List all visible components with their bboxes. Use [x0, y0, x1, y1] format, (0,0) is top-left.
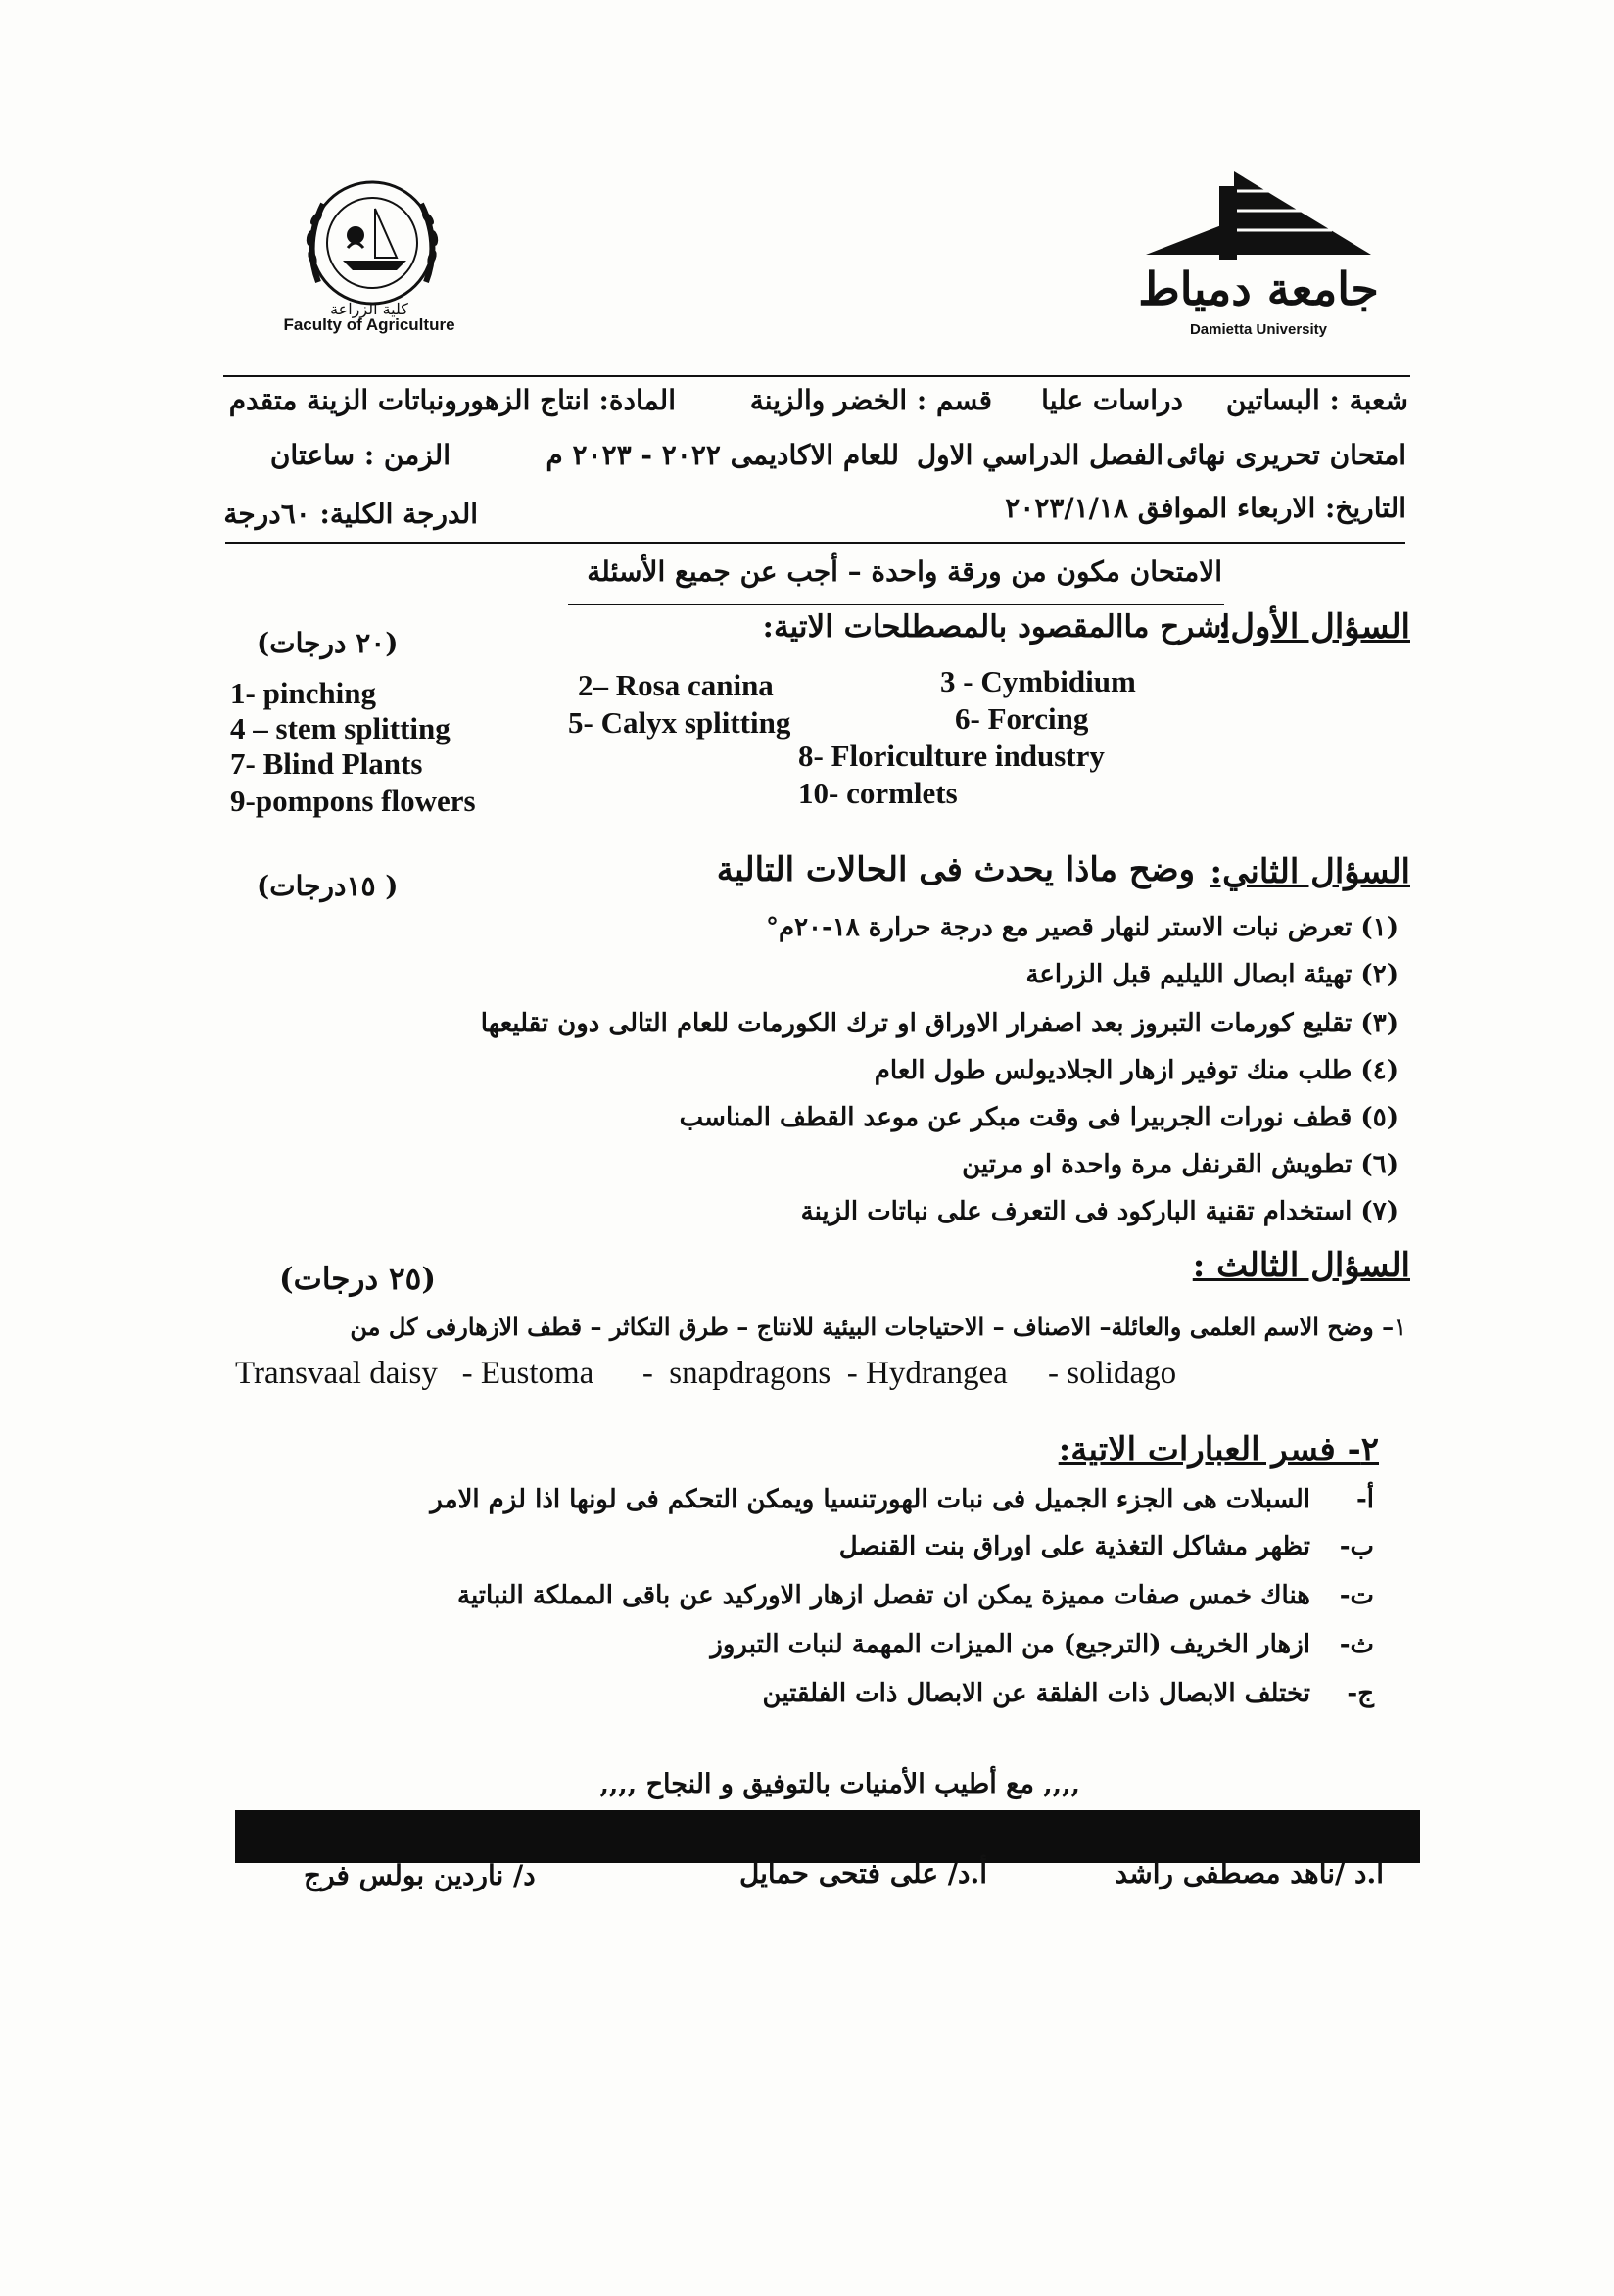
- exam-type-label: امتحان تحريرى نهائى: [1166, 439, 1406, 471]
- exam-date-label: التاريخ: الاربعاء الموافق ٢٠٢٣/١/١٨: [1005, 492, 1406, 524]
- signature-3: د/ ناردين بولس فرج: [304, 1859, 536, 1891]
- faculty-logo-english-text: Faculty of Agriculture: [283, 315, 455, 334]
- q3-statement-d: ازهار الخريف (الترجيع) من الميزات المهمة لنبات التبروز: [710, 1630, 1310, 1659]
- university-name-english: Damietta University: [1189, 321, 1328, 338]
- q2-item-5: (٥) قطف نورات الجربيرا فى وقت مبكر عن موعد القطف المناسب: [679, 1103, 1399, 1132]
- q3-statement-letter-d: ث-: [1339, 1630, 1374, 1659]
- header-rule-top: [223, 375, 1410, 377]
- duration-label: الزمن : ساعتان: [269, 439, 451, 471]
- faculty-logo-arabic-text: كلية الزراعة: [330, 300, 408, 318]
- total-grade-label: الدرجة الكلية: ٦٠درجة: [223, 498, 478, 530]
- footer-black-bar: [235, 1810, 1420, 1863]
- university-name-arabic: جامعة دمياط: [1138, 263, 1379, 315]
- q3-plant-list: Transvaal daisy - Eustoma - snapdragons - Hydrangea - solidago: [235, 1356, 1177, 1391]
- q1-term-6: 6- Forcing: [955, 701, 1089, 736]
- q3-label: السؤال الثالث :: [1192, 1246, 1410, 1285]
- studies-label: دراسات عليا: [1041, 384, 1183, 416]
- instruction-rule: [568, 604, 1224, 605]
- q1-grade: (٢٠ درجات): [257, 627, 399, 659]
- q1-term-1: 1- pinching: [230, 676, 377, 710]
- q2-item-6: (٦) تطويش القرنفل مرة واحدة او مرتين: [962, 1150, 1399, 1179]
- q3-statement-letter-c: ت-: [1339, 1581, 1374, 1610]
- q3-statement-letter-e: ج-: [1347, 1679, 1374, 1708]
- q3-statement-e: تختلف الابصال ذات الفلقة عن الابصال ذات الفلقتين: [762, 1679, 1310, 1708]
- q2-item-2: (٢) تهيئة ابصال الليليم قبل الزراعة: [1025, 960, 1399, 989]
- q1-term-2: 2– Rosa canina: [578, 668, 774, 702]
- division-label: شعبة : البساتين: [1225, 384, 1408, 416]
- exam-instruction: الامتحان مكون من ورقة واحدة – أجب عن جميع الأسئلة: [587, 555, 1222, 588]
- q3-statement-c: هناك خمس صفات مميزة يمكن ان تفصل ازهار الاوركيد عن باقى المملكة النباتية: [457, 1581, 1310, 1610]
- academic-year-label: للعام الاكاديمى ٢٠٢٢ - ٢٠٢٣ م: [546, 439, 899, 471]
- header-rule-bottom: [225, 542, 1405, 544]
- q1-label: السؤال الأول:: [1217, 607, 1410, 646]
- signature-2: أ.د/ على فتحى حمايل: [738, 1857, 987, 1889]
- q2-item-4: (٤) طلب منك توفير ازهار الجلاديولس طول العام: [874, 1056, 1399, 1085]
- q3-statement-letter-b: ب-: [1339, 1532, 1374, 1561]
- q1-term-4: 4 – stem splitting: [230, 711, 451, 745]
- subject-label: المادة: انتاج الزهورونباتات الزينة متقدم: [228, 384, 676, 416]
- q2-item-1: (١) تعرض نبات الاستر لنهار قصير مع درجة حرارة ١٨-٢٠م°: [765, 913, 1399, 942]
- q3-part1-instruction: ١– وضح الاسم العلمى والعائلة– الاصناف – الاحتياجات البيئية للانتاج – طرق التكاثر – قطف الازهارفى كل من: [350, 1313, 1406, 1341]
- q1-term-7: 7- Blind Plants: [230, 746, 423, 781]
- q2-prompt: وضح ماذا يحدث فى الحالات التالية: [716, 850, 1195, 889]
- q1-term-5: 5- Calyx splitting: [568, 705, 791, 740]
- signature-1: ا.د /ناهد مصطفى راشد: [1115, 1857, 1384, 1889]
- q1-term-9: 9-pompons flowers: [230, 784, 476, 818]
- q3-grade: (٢٥ درجات): [279, 1262, 437, 1297]
- q1-term-8: 8- Floriculture industry: [798, 739, 1105, 773]
- q2-label: السؤال الثاني:: [1210, 852, 1410, 891]
- q1-term-3: 3 - Cymbidium: [940, 664, 1136, 698]
- department-label: قسم : الخضر والزينة: [749, 384, 992, 416]
- q2-grade: ( ١٥درجات): [257, 870, 399, 902]
- q3-statement-b: تظهر مشاكل التغذية على اوراق بنت القنصل: [838, 1532, 1310, 1561]
- q3-statement-letter-a: أ-: [1355, 1485, 1374, 1514]
- q1-term-10: 10- cormlets: [798, 776, 958, 810]
- q1-prompt: اشرح ماالمقصود بالمصطلحات الاتية:: [762, 609, 1230, 645]
- q3-part2-title: ٢- فسر العبارات الاتية:: [1058, 1430, 1379, 1469]
- term-label: الفصل الدراسي الاول: [916, 439, 1163, 471]
- q3-statement-a: السبلات هى الجزء الجميل فى نبات الهورتنسيا ويمكن التحكم فى لونها اذا لزم الامر: [430, 1485, 1310, 1514]
- q2-item-3: (٣) تقليع كورمات التبروز بعد اصفرار الاوراق او ترك الكورمات للعام التالى دون تقليعها: [480, 1009, 1399, 1038]
- closing-wishes: ,,,, مع أطيب الأمنيات بالتوفيق و النجاح ,,,,: [599, 1769, 1080, 1799]
- q2-item-7: (٧) استخدام تقنية الباركود فى التعرف على نباتات الزينة: [800, 1197, 1399, 1226]
